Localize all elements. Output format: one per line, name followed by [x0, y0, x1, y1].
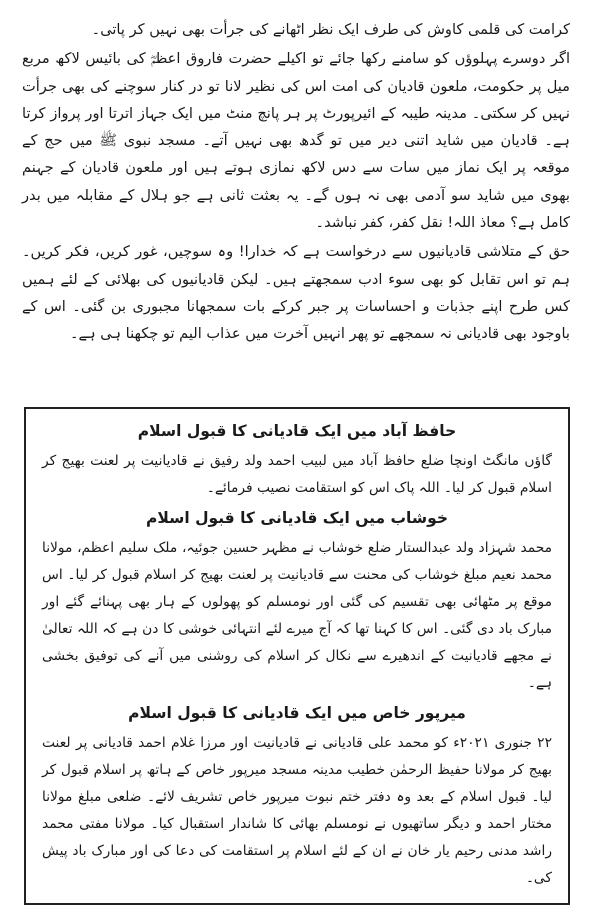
intro-paragraph: اگر دوسرے پہلوؤں کو سامنے رکھا جائے تو اکیلے حضرت فاروق اعظمؓ کی بائیس لاکھ مربع میل پر حکومت، ملعون قادیان کی امت اس کی نظیر لانا تو در کنار سوچنے کی بھی جرأت نہیں کر سکتی۔ مدینہ طیبہ کے ائیرپورٹ پر ہر پانچ منٹ میں ایک جہاز اترتا اور پرواز کرتا ہے۔ قادیان میں شاید اتنی دیر میں تو گدھ بھی نہیں آتے۔ مسجد نبوی ﷺ میں حج کے موقعہ پر ایک نماز میں سات سے دس لاکھ نمازی ہوتے ہیں اور ملعون قادیان کے جہنم بھوی میں شاید سو آدمی بھی نہ ہوں گے۔ یہ بعثت ثانی ہے جو ہلال کے مقابلہ میں بدر کامل ہے؟ معاذ اللہ! نقل کفر، کفر نباشد۔ [22, 50, 570, 232]
section-heading-hafizabad: حافظ آباد میں ایک قادیانی کا قبول اسلام [137, 422, 457, 440]
section-body-hafizabad: گاؤں مانگٹ اونچا ضلع حافظ آباد میں لبیب احمد ولد رفیق نے قادیانیت پر لعنت بھیج کر اسلام قبول کر لیا۔ اللہ پاک اس کو استقامت نصیب فرمائے۔ [42, 453, 552, 496]
intro-text-block [22, 16, 570, 350]
section-heading-khushab: خوشاب میں ایک قادیانی کا قبول اسلام [145, 509, 448, 527]
intro-paragraph: کرامت کی قلمی کاوش کی طرف ایک نظر اٹھانے کی جرأت بھی نہیں کر پاتی۔ [91, 21, 570, 38]
news-box [24, 407, 570, 905]
intro-paragraph: حق کے متلاشی قادیانیوں سے درخواست ہے کہ خدارا! وہ سوچیں، غور کریں، فکر کریں۔ ہم تو اس تقابل کو بھی سوء ادب سمجھتے ہیں۔ لیکن قادیانیوں کی بھلائی کے لئے ہمیں کس طرح اپنے جذبات و احساسات پر جبر کرکے بات سمجھانا مجبوری بن گئی۔ اس کے باوجود بھی قادیانی نہ سمجھے تو پھر انہیں آخرت میں عذاب الیم تو چکھنا ہی ہے۔ [22, 243, 570, 343]
section-heading-mirpurkhas: میرپور خاص میں ایک قادیانی کا قبول اسلام [128, 704, 466, 722]
section-body-mirpurkhas: ۲۲ جنوری ۲۰۲۱ء کو محمد علی قادیانی نے قادیانیت اور مرزا غلام احمد قادیانی پر لعنت بھیج کر مولانا حفیظ الرحمٰن خطیب مدینہ مسجد میرپور خاص کے ہاتھ پر اسلام قبول کر لیا۔ قبول اسلام کے بعد وہ دفتر ختم نبوت میرپور خاص تشریف لائے۔ ضلعی مبلغ مولانا مختار احمد و دیگر ساتھیوں نے نومسلم بھائی کا شاندار استقبال کیا۔ مولانا مفتی محمد راشد مدنی رحیم یار خان نے ان کے لئے اسلام پر استقامت کی دعا کی اور مبارک باد پیش کی۔ [42, 735, 552, 886]
section-body-khushab: محمد شہزاد ولد عبدالستار ضلع خوشاب نے مظہر حسین جوئیہ، ملک سلیم اعظم، مولانا محمد نعیم مبلغ خوشاب کی محنت سے قادیانیت پر لعنت بھیج کر اسلام قبول کر لیا۔ اس موقع پر مٹھائی بھی تقسیم کی گئی اور نومسلم کو پھولوں کے ہار بھی پہنائے گئے اور مبارک باد دی گئی۔ اس کا کہنا تھا کہ آج میرے لئے انتہائی خوشی کا دن ہے کہ اللہ تعالیٰ نے مجھے قادیانیت کے اندھیرے سے نکال کر اسلام کی روشنی میں آنے کی توفیق بخشی ہے۔ [42, 540, 552, 691]
